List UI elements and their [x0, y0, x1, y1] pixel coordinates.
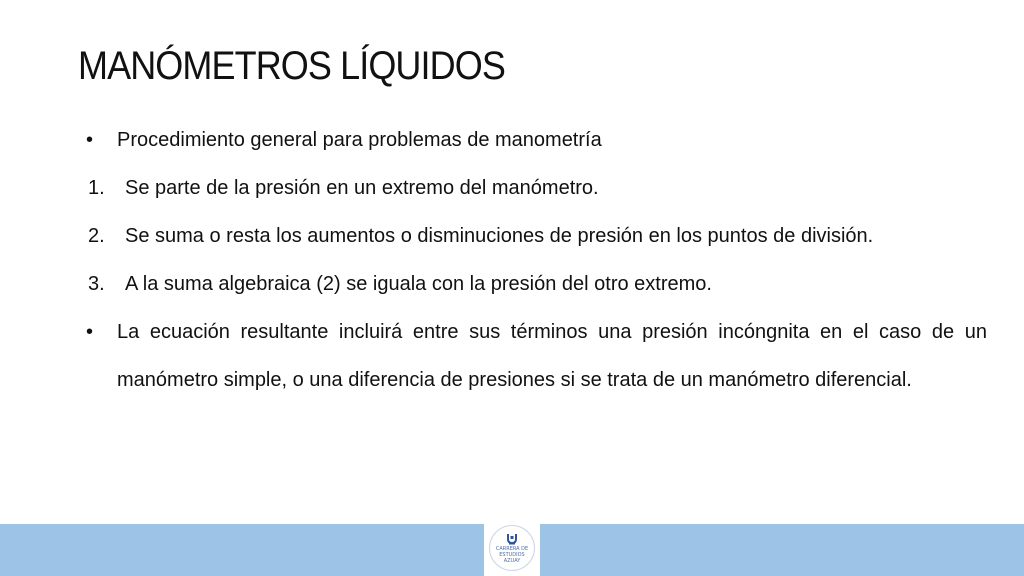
item-text: Se suma o resta los aumentos o disminuciones de presión en los puntos de división.: [125, 225, 874, 247]
numbered-item-3: [84, 260, 987, 308]
item-text: A la suma algebraica (2) se iguala con la presión del otro extremo.: [125, 273, 712, 295]
logo-text-top: CARRERA DE ESTUDIOS: [495, 546, 529, 558]
university-logo: [484, 520, 540, 576]
item-text: Se parte de la presión en un extremo del manómetro.: [125, 177, 599, 199]
numbered-item-2: [84, 212, 987, 260]
bullet-marker: •: [86, 129, 94, 151]
bullet-item-equation: [84, 308, 987, 404]
item-text: La ecuación resultante incluirá entre sus términos una presión incóngnita en el caso de un manómetro simple, o una diferencia de presiones si se trata de un manómetro diferencial.: [117, 321, 987, 391]
seal-mark-icon: [505, 532, 519, 546]
slide-content: [84, 116, 987, 404]
university-seal-icon: [489, 525, 535, 571]
number-marker: 2.: [88, 225, 105, 247]
numbered-item-1: [84, 164, 987, 212]
logo-text-bottom: AZUAY: [503, 558, 521, 564]
number-marker: 1.: [88, 177, 105, 199]
number-marker: 3.: [88, 273, 105, 295]
bullet-marker: •: [86, 321, 94, 343]
slide-title: MANÓMETROS LÍQUIDOS: [78, 44, 505, 88]
bullet-item-procedure: [84, 116, 987, 164]
item-text: Procedimiento general para problemas de manometría: [117, 129, 602, 151]
